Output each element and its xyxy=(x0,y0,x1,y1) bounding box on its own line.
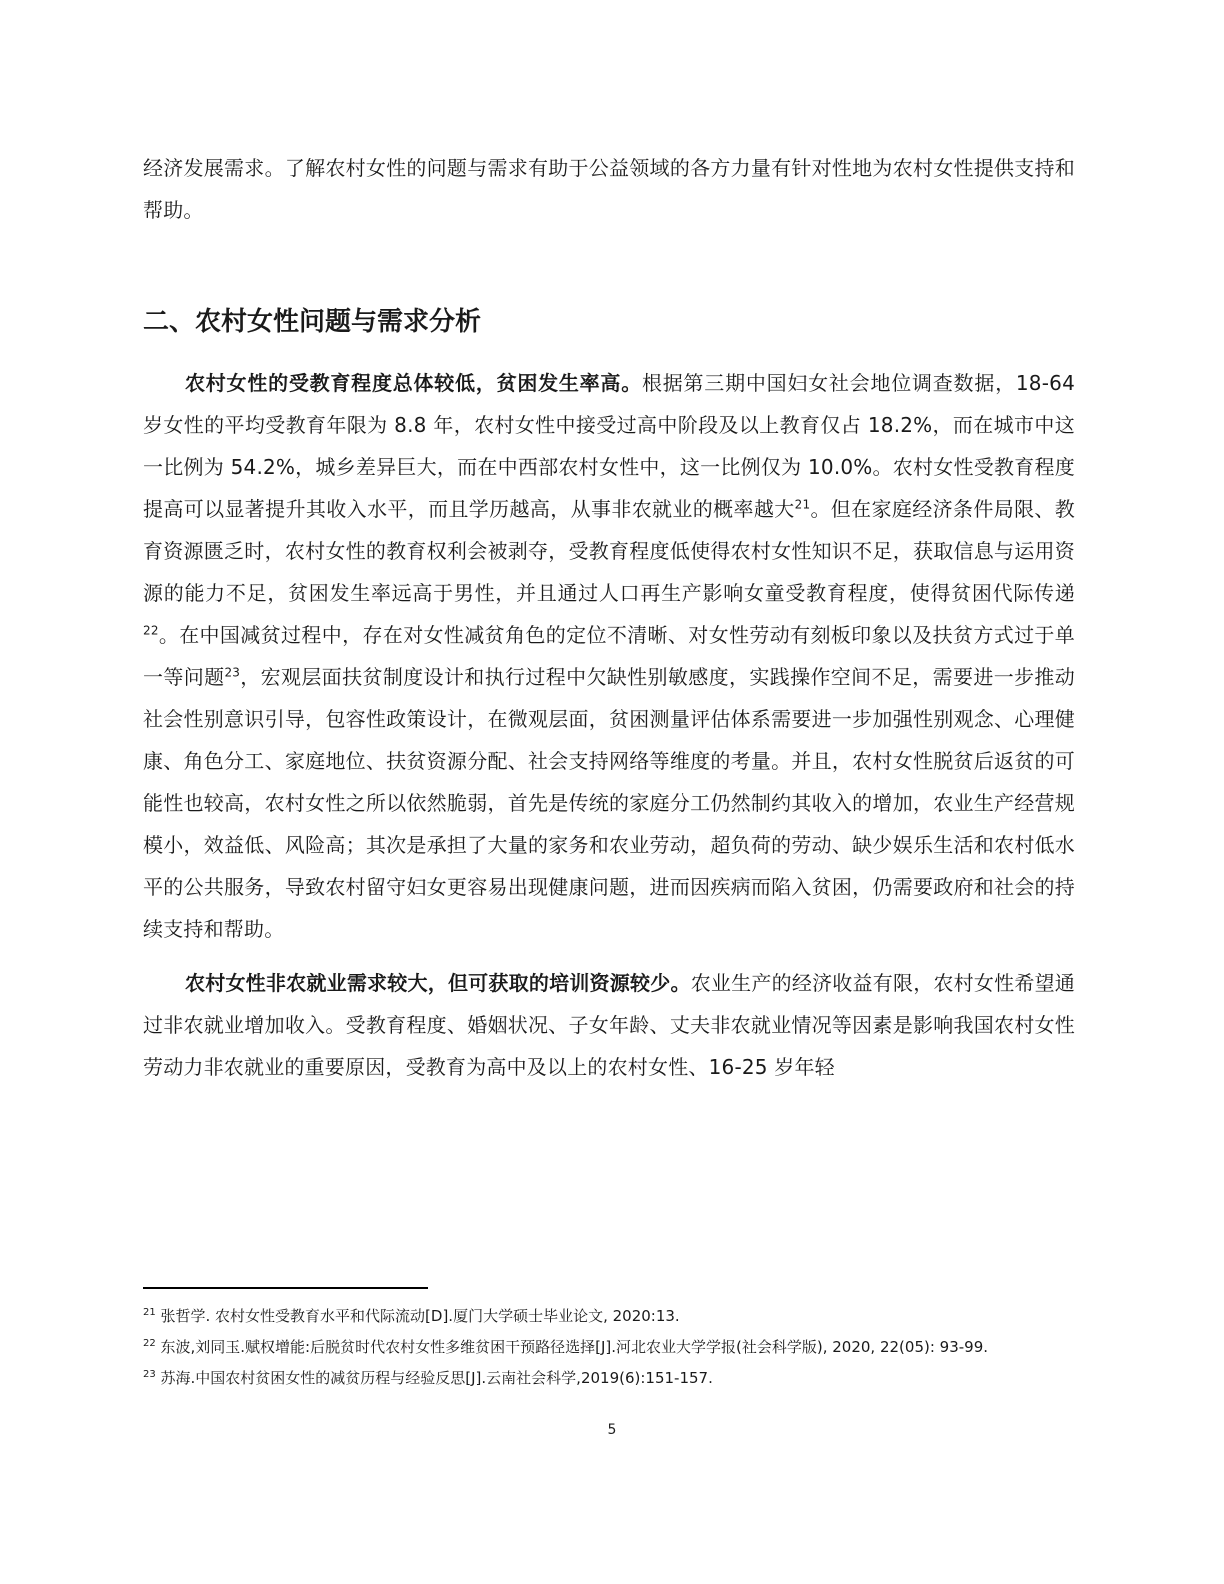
body-block xyxy=(143,362,1075,1088)
footnote-number: 21 xyxy=(143,1307,156,1318)
footnote-ref-22[interactable]: 22 xyxy=(143,623,159,638)
page-number: 5 xyxy=(607,1422,617,1438)
paragraph-text: 根据第三期中国妇女社会地位调查数据，18-64 岁女性的平均受教育年限为 8.8 年，农村女性中接受过高中阶段及以上教育仅占 18.2%，而在城市中这一比例为 54.2%，城乡差异巨大，而在中西部农村女性中，这一比例仅为 10.0%。农村女性受教育程度提高可以显著提升其收入水平，而且学历越高，从事非农就业的概率越大 xyxy=(143,371,1075,521)
footnote-text: 苏海.中国农村贫困女性的减贫历程与经验反思[J].云南社会科学,2019(6):151-157. xyxy=(160,1369,713,1387)
paragraph-text: ，宏观层面扶贫制度设计和执行过程中欠缺性别敏感度，实践操作空间不足，需要进一步推动社会性别意识引导，包容性政策设计，在微观层面，贫困测量评估体系需要进一步加强性别观念、心理健康、角色分工、家庭地位、扶贫资源分配、社会支持网络等维度的考量。并且，农村女性脱贫后返贫的可能性也较高，农村女性之所以依然脆弱，首先是传统的家庭分工仍然制约其收入的增加，农业生产经营规模小，效益低、风险高；其次是承担了大量的家务和农业劳动，超负荷的劳动、缺少娱乐生活和农村低水平的公共服务，导致农村留守妇女更容易出现健康问题，进而因疾病而陷入贫困，仍需要政府和社会的持续支持和帮助。 xyxy=(143,665,1075,941)
footnote-item xyxy=(143,1365,1075,1392)
paragraph-lead: 农村女性的受教育程度总体较低，贫困发生率高。 xyxy=(185,371,642,395)
intro-block xyxy=(143,147,1075,231)
paragraph-text: 。但在家庭经济条件局限、教育资源匮乏时，农村女性的教育权利会被剥夺，受教育程度低使得农村女性知识不足，获取信息与运用资源的能力不足，贫困发生率远高于男性，并且通过人口再生产影响女童受教育程度，使得贫困代际传递 xyxy=(143,497,1075,605)
footnotes xyxy=(143,1303,1075,1396)
paragraph-lead: 农村女性非农就业需求较大，但可获取的培训资源较少。 xyxy=(185,971,691,995)
paragraph-text: 农业生产的经济收益有限，农村女性希望通过非农就业增加收入。受教育程度、婚姻状况、子女年龄、丈夫非农就业情况等因素是影响我国农村女性劳动力非农就业的重要原因，受教育为高中及以上的农村女性、16-25 岁年轻 xyxy=(143,971,1076,1079)
footnote-text: 东波,刘同玉.赋权增能:后脱贫时代农村女性多维贫困干预路径选择[J].河北农业大学学报(社会科学版), 2020, 22(05): 93-99. xyxy=(160,1338,989,1356)
paragraph-education-poverty xyxy=(143,362,1075,950)
intro-paragraph: 经济发展需求。了解农村女性的问题与需求有助于公益领域的各方力量有针对性地为农村女性提供支持和帮助。 xyxy=(143,156,1075,222)
footnote-divider xyxy=(143,1287,428,1289)
footnote-item xyxy=(143,1334,1075,1361)
footnote-number: 22 xyxy=(143,1338,156,1349)
footnote-text: 张哲学. 农村女性受教育水平和代际流动[D].厦门大学硕士毕业论文, 2020:13. xyxy=(160,1307,680,1325)
paragraph-text: 。在中国减贫过程中，存在对女性减贫角色的定位不清晰、对女性劳动有刻板印象以及扶贫方式过于单一等问题 xyxy=(143,623,1075,689)
footnote-item xyxy=(143,1303,1075,1330)
footnote-ref-21[interactable]: 21 xyxy=(794,497,811,512)
footnote-ref-23[interactable]: 23 xyxy=(224,665,241,680)
footnote-number: 23 xyxy=(143,1369,156,1380)
section-heading: 二、农村女性问题与需求分析 xyxy=(143,307,482,337)
paragraph-employment xyxy=(143,962,1075,1088)
